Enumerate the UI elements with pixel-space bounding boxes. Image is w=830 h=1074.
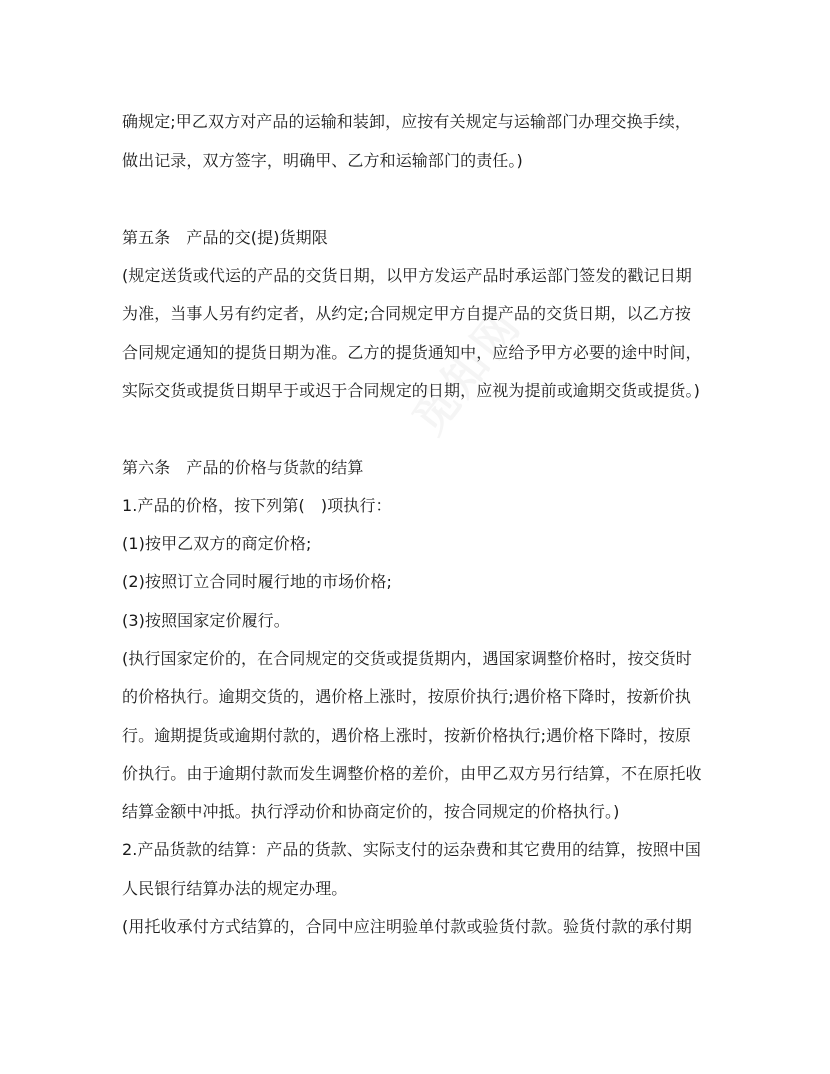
text-line: 合同规定通知的提货日期为准。乙方的提货通知中，应给予甲方必要的途中时间， <box>122 343 702 362</box>
watermark: 觅知网 <box>403 299 533 445</box>
text-line: 人民银行结算办法的规定办理。 <box>122 879 348 898</box>
text-line: 1.产品的价格，按下列第( )项执行： <box>122 496 392 515</box>
text-line: 的价格执行。逾期交货的，遇价格上涨时，按原价执行;遇价格下降时，按新价执 <box>122 687 691 706</box>
section-heading-5: 第五条 产品的交(提)货期限 <box>122 228 328 247</box>
text-line: 确规定;甲乙双方对产品的运输和装卸，应按有关规定与运输部门办理交换手续， <box>122 112 691 131</box>
list-item: (1)按甲乙双方的商定价格; <box>122 534 312 553</box>
text-line: 做出记录，双方签字，明确甲、乙方和运输部门的责任。) <box>122 151 523 170</box>
list-item: (3)按照国家定价履行。 <box>122 611 290 630</box>
text-line: 2.产品货款的结算：产品的货款、实际支付的运杂费和其它费用的结算，按照中国 <box>122 840 701 859</box>
text-line: (规定送货或代运的产品的交货日期，以甲方发运产品时承运部门签发的戳记日期 <box>122 266 692 285</box>
text-line: 为准，当事人另有约定者，从约定;合同规定甲方自提产品的交货日期，以乙方按 <box>122 304 691 323</box>
text-line: 结算金额中冲抵。执行浮动价和协商定价的，按合同规定的价格执行。) <box>122 802 620 821</box>
text-line: (用托收承付方式结算的，合同中应注明验单付款或验货付款。验货付款的承付期 <box>122 917 692 936</box>
section-heading-6: 第六条 产品的价格与货款的结算 <box>122 458 364 477</box>
text-line: 行。逾期提货或逾期付款的，遇价格上涨时，按新价格执行;遇价格下降时，按原 <box>122 726 691 745</box>
list-item: (2)按照订立合同时履行地的市场价格; <box>122 572 392 591</box>
text-line: (执行国家定价的，在合同规定的交货或提货期内，遇国家调整价格时，按交货时 <box>122 649 692 668</box>
text-line: 价执行。由于逾期付款而发生调整价格的差价，由甲乙双方另行结算，不在原托收 <box>122 764 702 783</box>
text-line: 实际交货或提货日期早于或迟于合同规定的日期，应视为提前或逾期交货或提货。) <box>122 381 700 400</box>
